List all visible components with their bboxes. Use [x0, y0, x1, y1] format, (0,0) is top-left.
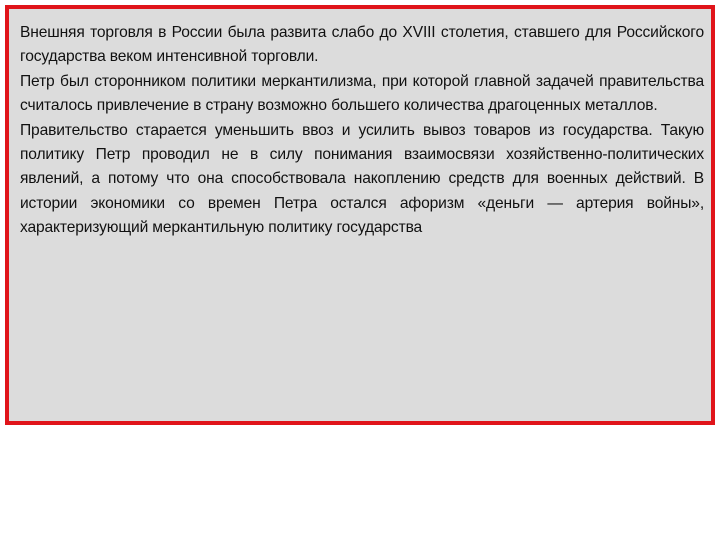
paragraph-foreign-trade: Внешняя торговля в России была развита слабо до XVIII столетия, ставшего для Российского государства веком интенсивной торговли. [20, 24, 704, 66]
slide-frame [5, 5, 715, 425]
paragraph-mercantilism: Петр был сторонником политики меркантилизма, при которой главной задачей правительства считалось привлечение в страну возможно большего количества драгоценных металлов. [20, 72, 704, 115]
slide-text-block [20, 21, 704, 241]
paragraph-government-policy: Правительство старается уменьшить ввоз и усилить вывоз товаров из государства. Такую политику Петр проводил не в силу понимания взаимосвязи хозяйственно-политических явлений, а потому что она способствовала накоплению средств для военных действий. В истории экономики со времен Петра остался афоризм «деньги — артерия войны», характеризующий меркантильную политику государства [20, 121, 704, 237]
